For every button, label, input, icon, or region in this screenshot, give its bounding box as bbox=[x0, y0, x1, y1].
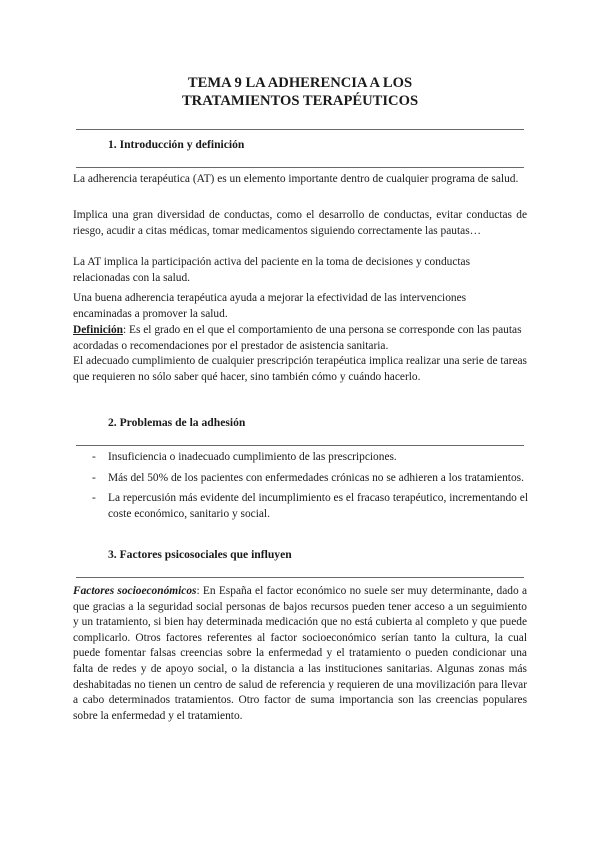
intro-paragraph-4: Una buena adherencia terapéutica ayuda a mejorar la efectividad de las intervenciones encaminadas a promover la salud. bbox=[73, 292, 467, 320]
definition-label: Definición bbox=[73, 324, 123, 336]
list-item bbox=[92, 450, 528, 466]
divider bbox=[76, 577, 524, 578]
page-title bbox=[0, 74, 600, 110]
intro-paragraph-2: Implica una gran diversidad de conductas, como el desarrollo de conductas, evitar conductas de riesgo, acudir a citas médicas, tomar medicamentos siguiendo correctamente las pautas… bbox=[73, 209, 527, 237]
divider bbox=[76, 129, 524, 130]
dash-bullet: - bbox=[92, 471, 96, 484]
section-heading-problemas: 2. Problemas de la adhesión bbox=[108, 416, 246, 429]
dash-bullet: - bbox=[92, 451, 96, 463]
title-line-1: TEMA 9 LA ADHERENCIA A LOS bbox=[187, 75, 413, 91]
definition-paragraph bbox=[73, 323, 527, 354]
title-line-2: TRATAMIENTOS TERAPÉUTICOS bbox=[181, 93, 419, 109]
factors-text: : En España el factor económico no suele ser muy determinante, dado a que gracias a la seguridad social personas de bajos recursos pueden tener acceso a un seguimiento y un tratamiento, si bien hay determinada medicación que no está cubierta al completo y que puede complicarlo. Otros factores referentes al factor socioeconómico serían tanto la cultura, la cual puede fomentar falsas creencias sobre la enfermedad y el tratamiento o pueden condicionar una falta de redes y de apoyo social, o la distancia a las instituciones sanitarias. Algunas zonas más deshabitadas no tienen un centro de salud de referencia y requieren de una movilización para llevar a cabo determinados tratamientos. Otro factor de suma importancia son las creencias populares sobre la enfermedad y el tratamiento. bbox=[73, 585, 527, 722]
factors-paragraph bbox=[73, 584, 527, 724]
list-item-text: Más del 50% de los pacientes con enfermedades crónicas no se adhieren a los tratamientos. bbox=[108, 471, 524, 484]
factors-label: Factores socioeconómicos bbox=[73, 585, 197, 597]
list-item bbox=[92, 471, 528, 487]
intro-paragraph-1: La adherencia terapéutica (AT) es un elemento importante dentro de cualquier programa de salud. bbox=[73, 173, 519, 185]
section-heading-introduccion: 1. Introducción y definición bbox=[108, 138, 245, 151]
divider bbox=[76, 445, 524, 446]
problems-list bbox=[92, 450, 528, 527]
definition-text: : Es el grado en el que el comportamiento de una persona se corresponde con las pautas acordadas o recomendaciones por el prestador de asistencia sanitaria. bbox=[73, 324, 522, 352]
intro-paragraph-5: El adecuado cumplimiento de cualquier prescripción terapéutica implica realizar una serie de tareas que requieren no sólo saber qué hacer, sino también cómo y cuándo hacerlo. bbox=[73, 355, 527, 383]
list-item bbox=[92, 491, 528, 522]
dash-bullet: - bbox=[92, 492, 96, 505]
list-item-text: La repercusión más evidente del incumplimiento es el fracaso terapéutico, incrementando el coste económico, sanitario y social. bbox=[108, 492, 528, 520]
intro-paragraph-3: La AT implica la participación activa del paciente en la toma de decisiones y conductas relacionadas con la salud. bbox=[73, 256, 471, 284]
divider bbox=[76, 167, 524, 168]
section-heading-factores: 3. Factores psicosociales que influyen bbox=[108, 548, 292, 561]
list-item-text: Insuficiencia o inadecuado cumplimiento de las prescripciones. bbox=[108, 451, 397, 463]
